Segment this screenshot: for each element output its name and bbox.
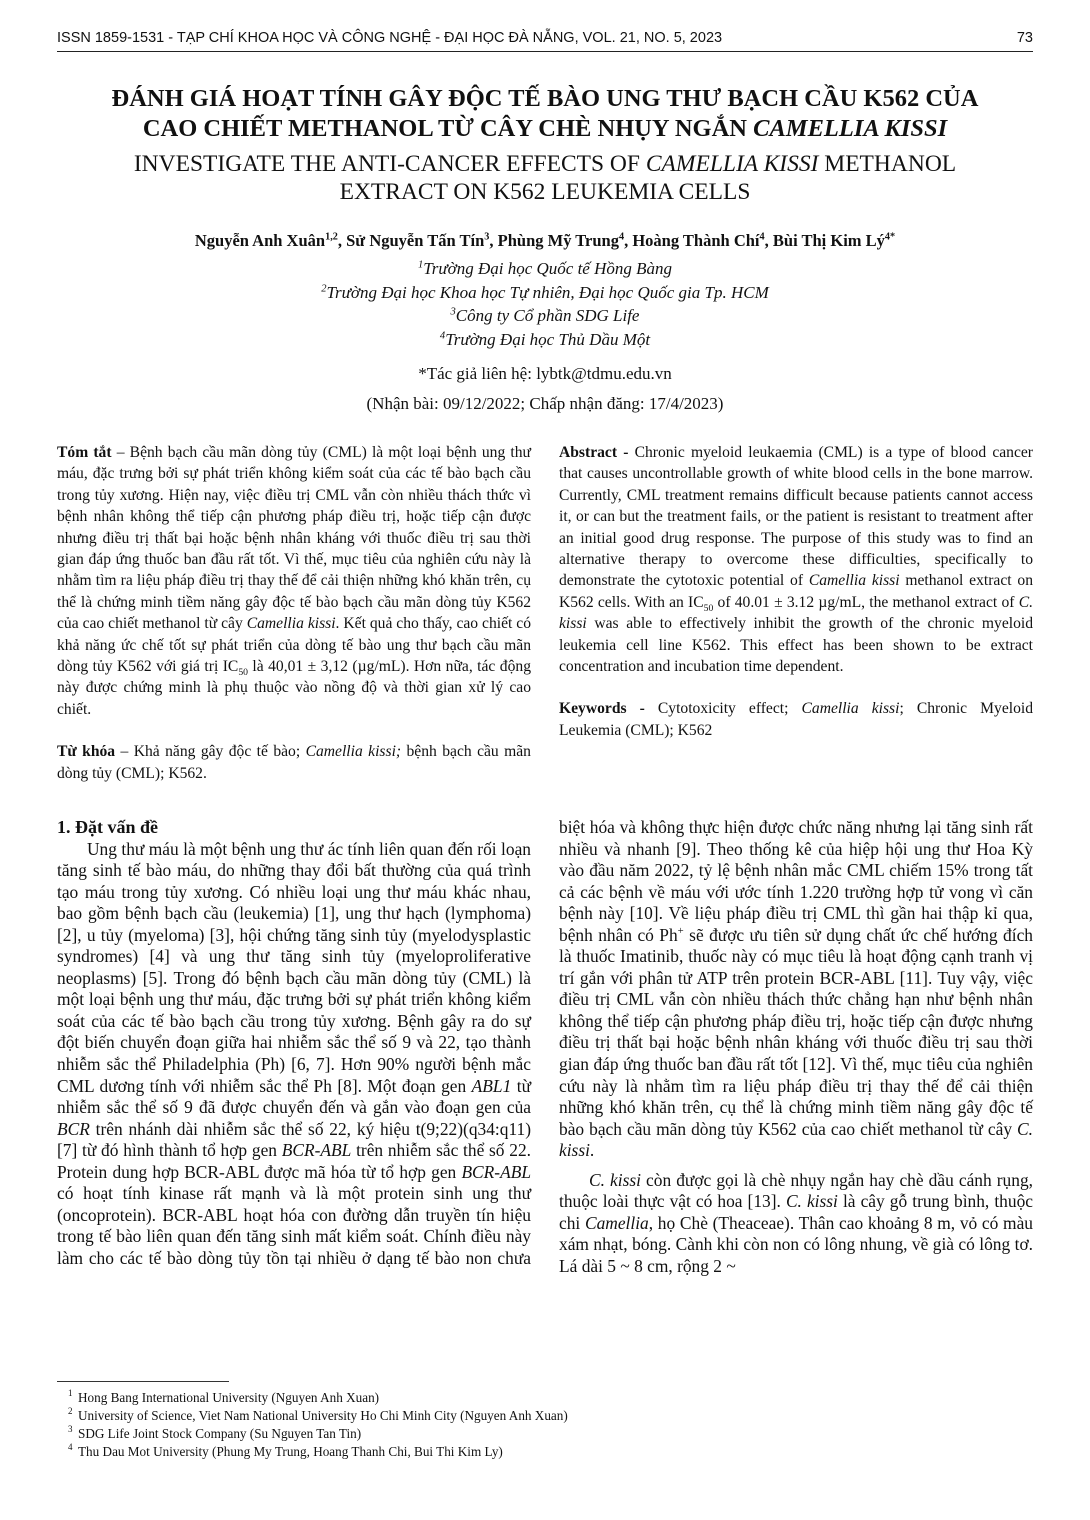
author-name: Sử Nguyễn Tấn Tín [346, 231, 485, 250]
author-affiliation-mark: 1,2 [325, 231, 338, 243]
italic-term: Camellia kissi [801, 700, 900, 718]
italic-term: BCR-ABL [461, 1161, 531, 1182]
abstract-english [559, 442, 1033, 677]
corresponding-author: *Tác giả liên hệ: lybtk@tdmu.edu.vn [418, 364, 672, 383]
text-run: Chronic myeloid leukaemia (CML) is a type of blood cancer that causes uncontrollable growth of white blood cells in the bone marrow. Currently, CML treatment remains difficult because patients cannot access it, or can but the treatment fails, or the patient is resistant to treatment after an initial good drug response. The purpose of this study was to find an alternative therapy to overcome these difficulties, specifically to demonstrate the cytotoxic potential of [559, 444, 1033, 590]
author-separator: , [489, 231, 498, 250]
author-affiliation-mark: 4 [759, 231, 765, 243]
text-run: bệnh bạch cầu mãn dòng tủy (CML); K562. [57, 743, 531, 782]
title-en-species: CAMELLIA KISSI [645, 151, 819, 177]
title-english [57, 150, 1033, 206]
footnotes [68, 1388, 568, 1461]
text-run: trên nhiễm sắc thể số 22. Protein dung hợp BCR-ABL được mã hóa từ tổ hợp gen [57, 1140, 532, 1182]
italic-term: ABL1 [471, 1075, 512, 1096]
italic-term: BCR-ABL [281, 1140, 352, 1161]
author-name: Nguyễn Anh Xuân [194, 231, 326, 250]
body-paragraph-2 [559, 1170, 1033, 1278]
text-run: Cytotoxicity effect; [657, 700, 802, 718]
affiliation-mark: 2 [321, 282, 327, 294]
text-run: . Kết quả cho thấy, cao chiết có khả năng ức chế tốt sự phát triển của dòng tế bào ung thư bạch cầu mãn dòng tủy K562 với giá trị IC [57, 615, 531, 676]
text-run: . [589, 1140, 595, 1161]
italic-term: C. kissi [559, 593, 1033, 633]
affiliation-name: Trường Đại học Quốc tế Hồng Bàng [423, 259, 673, 278]
text-run: là cây gỗ trung bình, thuộc chi [559, 1191, 1033, 1233]
affiliation [57, 257, 1033, 281]
author-name: Hoàng Thành Chí [632, 231, 760, 250]
text-run: of 40.01 ± 3.12 µg/mL, the methanol extract of [713, 593, 1019, 611]
italic-term: Camellia kissi; [305, 743, 402, 761]
author-name: Bùi Thị Kim Lý [772, 231, 885, 250]
text-run: còn được gọi là chè nhụy ngắn hay chè dầu cánh rụng, thuộc loài thực vật có hoa [13]. [559, 1169, 1033, 1212]
text-run: methanol extract on K562 cells. With an IC [559, 572, 1033, 611]
title-vn-line1: ĐÁNH GIÁ HOẠT TÍNH GÂY ĐỘC TẾ BÀO UNG THƯ BẠCH CẦU K562 CỦA [111, 85, 979, 112]
footnote: 3 SDG Life Joint Stock Company (Su Nguyen Tan Tin) [68, 1424, 362, 1441]
author-separator: , [624, 231, 633, 250]
italic-term: C. kissi [785, 1191, 838, 1212]
bold-label: Tóm tắt [57, 444, 112, 461]
author-separator: , [337, 231, 347, 250]
text-run: was able to effectively inhibit the growth of the chronic myeloid leukemia cell line K562. This effect has been shown to be extract concentration and incubation time dependent. [559, 615, 1033, 676]
italic-term: Camellia kissi [246, 615, 336, 633]
bold-label: Từ khóa [57, 743, 116, 761]
running-header [57, 30, 1033, 46]
italic-term: C. kissi [589, 1169, 641, 1190]
title-en-line2: EXTRACT ON K562 LEUKEMIA CELLS [339, 179, 751, 205]
author-affiliation-mark: 4 [618, 231, 625, 243]
author-list [57, 231, 1033, 251]
title-en-line1 [57, 150, 1033, 178]
superscript: + [677, 924, 684, 937]
text-run: từ nhiễm sắc thể số 9 đã được chuyển đến và gắn vào đoạn gen của [57, 1075, 531, 1118]
abstract-vietnamese-column [57, 442, 531, 784]
body-two-column [57, 817, 1033, 1277]
submission-dates: (Nhận bài: 09/12/2022; Chấp nhận đăng: 17/4/2023) [366, 394, 724, 413]
affiliation [57, 304, 1033, 328]
author-affiliation-mark: 3 [484, 231, 490, 243]
affiliation-mark: 1 [417, 259, 424, 271]
italic-term: C. kissi [559, 1118, 1033, 1161]
abstract-english-column [559, 442, 1033, 741]
footnote-text: SDG Life Joint Stock Company (Su Nguyen Tan Tin) [78, 1426, 362, 1441]
header-divider [57, 51, 1033, 52]
title-vn-line2-text: CAO CHIẾT METHANOL TỪ CÂY CHÈ NHỤY NGẮN [142, 115, 754, 142]
text-run: là 40,01 ± 3,12 (µg/mL). Hơn nữa, tác động này được chứng minh là phụ thuộc vào nồng độ và thời gian xử lý cao chiết. [57, 658, 531, 718]
text-run: có hoạt tính kinase rất mạnh và là một protein sinh ung thư (oncoprotein). BCR-ABL hoạt hóa con đường dẫn truyền tín hiệu trong tế bào liên quan đến tăng sinh mất kiểm soát. Chính điều này làm cho các tế bào dòng tủy tồn tại nhiều ở dạng tế bào non chưa biệt hóa và không thực hiện được chức năng nhưng lại tăng sinh rất nhiều và nhanh [9]. Theo thống kê của hiệp hội ung thư Hoa Kỳ vào đầu năm 2022, tỷ lệ bệnh nhân mắc CML chiếm 15% trong tất cả các bệnh về máu với ước tính 1.220 trường hợp tử vong vì căn bệnh này [10]. Về liệu pháp điều trị CML thì gần hai thập kỉ qua, bệnh nhân có Ph [57, 817, 1033, 1268]
affiliation-name: Trường Đại học Khoa học Tự nhiên, Đại học Quốc gia Tp. HCM [326, 282, 769, 302]
text-run: , họ Chè (Theaceae). Thân cao khoảng 8 m, vỏ có màu xám nhạt, bóng. Cành khi còn non có lông nhung, về già có lông tơ. Lá dài 5 ~ 8 cm, rộng 2 ~ [559, 1212, 1034, 1276]
footnote-text: Hong Bang International University (Nguyen Anh Xuan) [78, 1390, 380, 1405]
affiliation [57, 328, 1033, 352]
title-vn-line2 [57, 114, 1033, 144]
keywords-vietnamese [57, 741, 531, 784]
footnote-divider [57, 1381, 229, 1382]
affiliation-name: Trường Đại học Thủ Dầu Một [445, 329, 651, 349]
footnote-text: Thu Dau Mot University (Phung My Trung, Hoang Thanh Chi, Bui Thi Kim Ly) [78, 1444, 503, 1459]
text-run: sẽ được ưu tiên sử dụng chất ức chế hướng đích là thuốc Imatinib, thuốc này có mục tiêu là hoạt động cạnh tranh vị trí gắn với phân tử ATP trên protein BCR-ABL [11]. Tuy vậy, việc điều trị CML vẫn còn nhiều thách thức chẳng hạn như bệnh nhân không thể tiếp cận phương pháp điều trị, hoặc tiếp cận được nhưng điều trị thất bại hoặc bệnh nhân kháng với thuốc điều trị sau thời gian đáp ứng thuốc ban đầu rất tốt [12]. Vì thế, mục tiêu của nghiên cứu này là nhằm tìm ra liệu pháp điều trị thay thế để cải thiện những khó khăn trên, cụ thể là chứng minh tiềm năng gây độc tế bào bạch cầu mãn dòng tủy K562 của cao chiết methanol từ cây [559, 924, 1033, 1139]
affiliation-mark: 3 [450, 306, 456, 318]
text-run: – Khả năng gây độc tế bào; [115, 743, 306, 761]
page-number: 73 [1016, 30, 1033, 46]
footnote: 1 Hong Bang International University (Nguyen Anh Xuan) [68, 1388, 380, 1405]
text-run: ; Chronic Myeloid Leukemia (CML); K562 [559, 700, 1033, 739]
footnote: 4 Thu Dau Mot University (Phung My Trung, Hoang Thanh Chi, Bui Thi Kim Ly) [68, 1442, 503, 1459]
italic-term: Camellia [584, 1212, 649, 1233]
italic-term: Camellia kissi [808, 572, 900, 590]
subscript: 50 [238, 667, 248, 679]
footnote-text: University of Science, Viet Nam National University Ho Chi Minh City (Nguyen Anh Xuan) [78, 1408, 568, 1423]
text-run: trên nhánh dài nhiễm sắc thể số 22, ký hiệu t(9;22)(q34:q11) [7] từ đó hình thành tổ hợp gen [57, 1118, 531, 1161]
affiliations [57, 257, 1033, 351]
italic-term: BCR [57, 1118, 90, 1139]
subscript: 50 [703, 602, 714, 614]
author-separator: , [764, 231, 773, 250]
title-en-part3: METHANOL [818, 151, 957, 177]
keywords-english [559, 698, 1033, 741]
title-vietnamese [57, 84, 1033, 144]
title-vn-species: CAMELLIA KISSI [753, 115, 948, 142]
text-run: – Bệnh bạch cầu mãn dòng tủy (CML) là một loại bệnh ung thư máu, đặc trưng bởi sự phát triển không kiểm soát của các tế bào bạch cầu trong tủy xương. Hiện nay, việc điều trị CML vẫn còn nhiều thách thức vì bệnh nhân không thể tiếp cận phương pháp điều trị, hoặc tiếp cận được nhưng điều trị thất bại hoặc bệnh nhân kháng với thuốc điều trị sau thời gian đáp ứng thuốc ban đầu rất tốt. Vì thế, mục tiêu của nghiên cứu này là nhằm tìm ra liệu pháp điều trị thay thế để cải thiện những khó khăn trên, cụ thể là chứng minh tiềm năng gây độc tế bào bạch cầu mãn dòng tủy K562 của cao chiết methanol từ cây [57, 444, 531, 633]
affiliation [57, 281, 1033, 305]
section-heading: 1. Đặt vấn đề [57, 817, 159, 837]
author-name: Phùng Mỹ Trung [497, 231, 619, 250]
footnote: 2 University of Science, Viet Nam National University Ho Chi Minh City (Nguyen Anh Xuan) [68, 1406, 568, 1423]
title-en-part1: INVESTIGATE THE ANTI-CANCER EFFECTS OF [133, 151, 646, 177]
bold-label: Keywords - [559, 700, 658, 718]
bold-label: Abstract - [559, 444, 635, 461]
text-run: Ung thư máu là một bệnh ung thư ác tính liên quan đến rối loạn tăng sinh tế bào máu, do những thay đổi bất thường của quá trình tạo máu trong tủy xương. Có nhiều loại ung thư máu khác nhau, bao gồm bệnh bạch cầu (leukemia) [1], ung thư hạch (lymphoma) [2], u tủy (myeloma) [3], hội chứng tăng sinh tủy (myelodysplastic syndromes) [4] và ung thư tăng sinh tủy (myeloproliferative neoplasms) [5]. Trong đó bệnh bạch cầu mãn dòng tủy (CML) là một loại bệnh ung thư máu, đặc trưng bởi sự phát triển không kiểm soát của các tế bào bạch cầu trong tủy xương. Bệnh gây ra do sự đột biến chuyển đoạn giữa hai nhiễm sắc thể số 9 và 22, tạo thành nhiễm sắc thể Philadelphia (Ph) [6, 7]. Hơn 90% người bệnh mắc CML dương tính với nhiễm sắc thể Ph [8]. Một đoạn gen [57, 838, 531, 1096]
affiliation-name: Công ty Cổ phần SDG Life [455, 306, 640, 325]
journal-info: ISSN 1859-1531 - TẠP CHÍ KHOA HỌC VÀ CÔNG NGHỆ - ĐẠI HỌC ĐÀ NẴNG, VOL. 21, NO. 5, 2023 [57, 30, 723, 46]
abstract-vietnamese [57, 442, 531, 720]
author-affiliation-mark: 4* [884, 231, 896, 243]
affiliation-mark: 4 [439, 329, 446, 341]
